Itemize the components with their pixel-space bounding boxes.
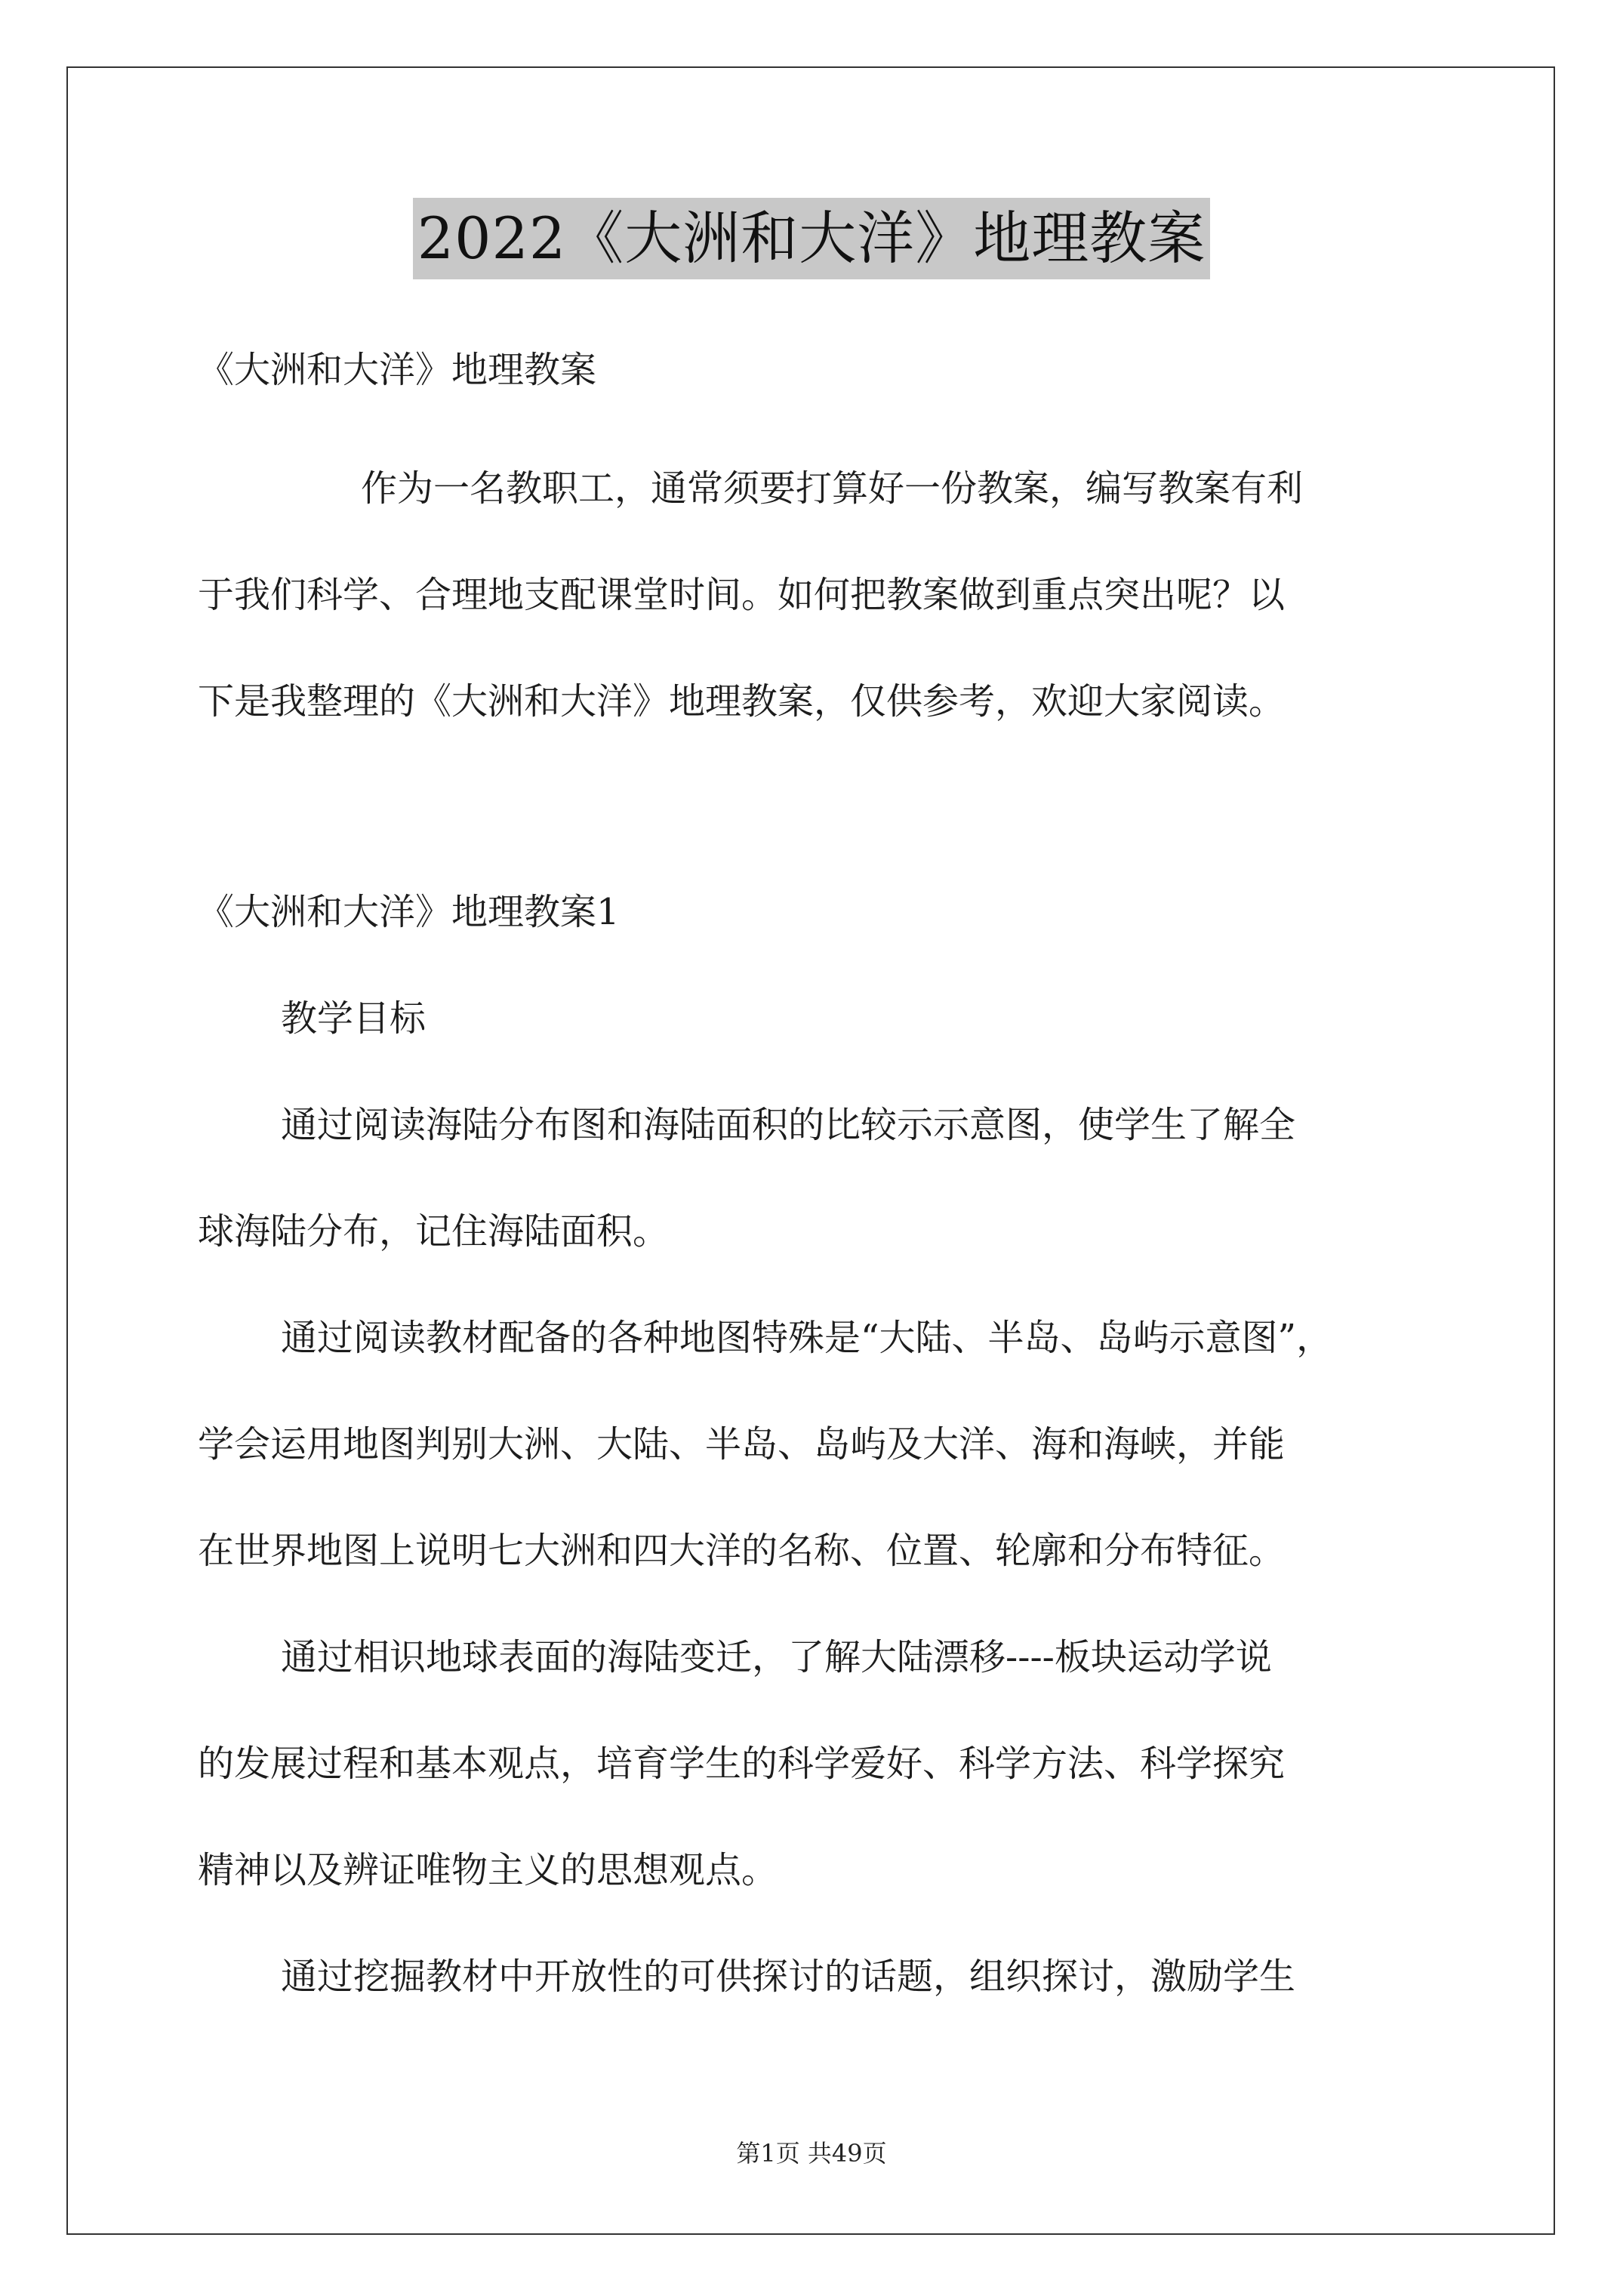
section-heading: 《大洲和大洋》地理教案1 (198, 891, 620, 933)
objectives-heading: 教学目标 (281, 997, 427, 1040)
document-title: 2022《大洲和大洋》地理教案 (413, 198, 1210, 279)
page-number-footer: 第1页 共49页 (736, 2139, 887, 2168)
paragraph-3-line-1: 通过相识地球表面的海陆变迁，了解大陆漂移----板块运动学说 (281, 1636, 1272, 1678)
paragraph-1-line-2: 球海陆分布，记住海陆面积。 (198, 1210, 670, 1253)
title-container (0, 198, 1623, 279)
intro-line-3: 下是我整理的《大洲和大洋》地理教案，仅供参考，欢迎大家阅读。 (198, 680, 1286, 723)
document-subtitle: 《大洲和大洋》地理教案 (198, 349, 597, 391)
paragraph-2-line-1: 通过阅读教材配备的各种地图特殊是“大陆、半岛、岛屿示意图”， (281, 1317, 1333, 1359)
paragraph-2-line-2: 学会运用地图判别大洲、大陆、半岛、岛屿及大洋、海和海峡，并能 (198, 1423, 1286, 1465)
intro-line-2: 于我们科学、合理地支配课堂时间。如何把教案做到重点突出呢？以 (198, 574, 1286, 616)
intro-line-1: 作为一名教职工，通常须要打算好一份教案，编写教案有利 (361, 467, 1304, 510)
paragraph-4-line-1: 通过挖掘教材中开放性的可供探讨的话题，组织探讨，激励学生 (281, 1955, 1296, 1998)
paragraph-3-line-2: 的发展过程和基本观点，培育学生的科学爱好、科学方法、科学探究 (198, 1743, 1286, 1785)
paragraph-3-line-3: 精神以及辨证唯物主义的思想观点。 (198, 1849, 778, 1891)
paragraph-1-line-1: 通过阅读海陆分布图和海陆面积的比较示示意图，使学生了解全 (281, 1104, 1296, 1146)
paragraph-2-line-3: 在世界地图上说明七大洲和四大洋的名称、位置、轮廓和分布特征。 (198, 1530, 1286, 1572)
